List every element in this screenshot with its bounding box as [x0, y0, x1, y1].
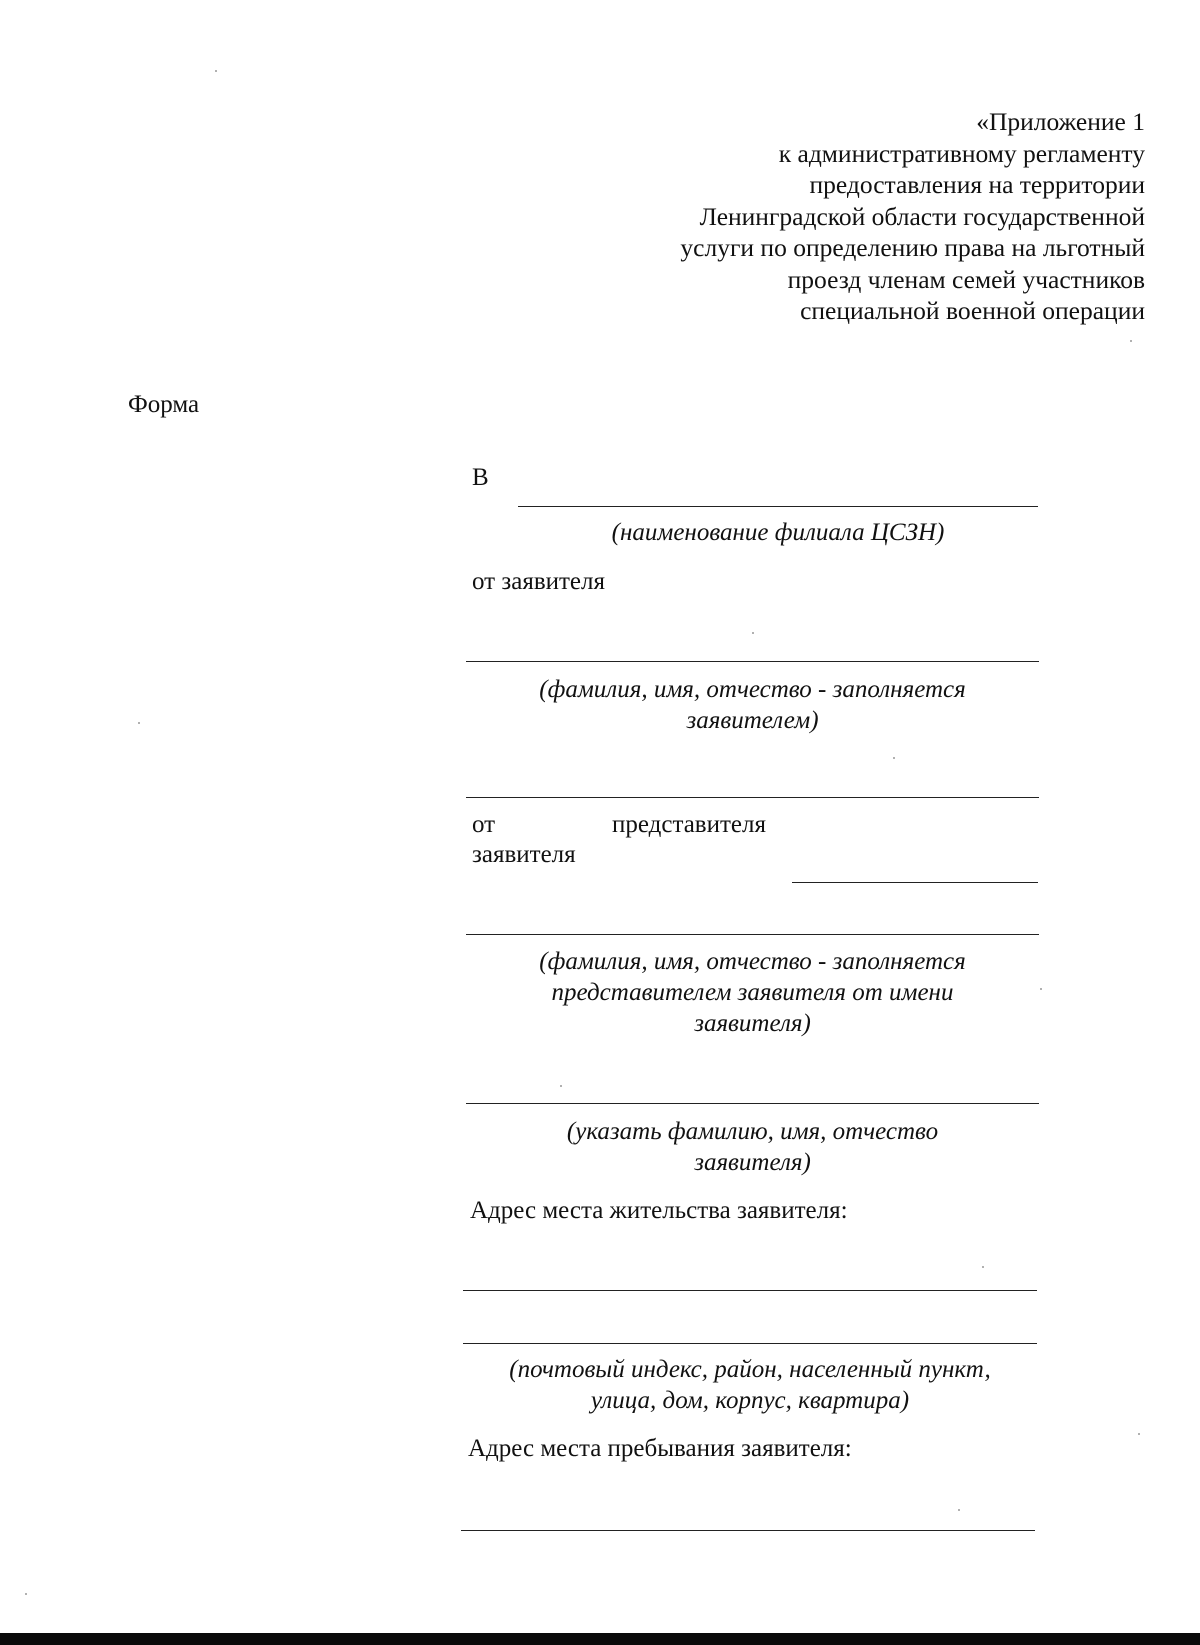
appendix-line: Ленинградской области государственной	[699, 201, 1145, 231]
recipient-prefix: В	[472, 464, 489, 491]
applicant-name-hint: (указать фамилию, имя, отчество заявителя)	[566, 1118, 939, 1176]
scan-speck	[25, 1593, 27, 1595]
scan-speck	[1040, 988, 1042, 990]
scan-speck	[958, 1509, 960, 1511]
representative-inline-field-line[interactable]	[792, 882, 1038, 883]
stay-address-field-line[interactable]	[461, 1530, 1035, 1531]
residence-address-field-line-1[interactable]	[463, 1290, 1037, 1291]
scan-bottom-edge	[0, 1633, 1200, 1645]
scan-speck	[1130, 340, 1132, 342]
appendix-line: предоставления на территории	[809, 170, 1145, 199]
applicant-label: от заявителя	[472, 568, 605, 595]
scan-speck	[138, 722, 140, 724]
recipient-hint: (наименование филиала ЦСЗН)	[611, 519, 945, 546]
appendix-line: к административному регламенту	[778, 138, 1145, 168]
representative-label-from: от	[472, 811, 496, 838]
separator-line[interactable]	[466, 797, 1039, 798]
scan-speck	[1138, 1433, 1140, 1435]
stay-address-label: Адрес места пребывания заявителя:	[468, 1435, 852, 1462]
residence-address-label: Адрес места жительства заявителя:	[470, 1197, 848, 1224]
recipient-field-line[interactable]	[518, 506, 1038, 507]
applicant-fullname-field-line[interactable]	[466, 1103, 1039, 1104]
appendix-header	[680, 106, 1145, 327]
appendix-line: услуги по определению права на льготный	[680, 233, 1145, 262]
residence-address-field-line-2[interactable]	[463, 1343, 1037, 1344]
appendix-line: проезд членам семей участников	[787, 264, 1145, 294]
representative-name-field-line[interactable]	[466, 934, 1039, 935]
scan-speck	[215, 70, 217, 72]
scan-speck	[560, 1085, 562, 1087]
representative-label: представителя	[612, 811, 766, 838]
scan-speck	[752, 632, 754, 634]
appendix-line: «Приложение 1	[976, 107, 1145, 136]
appendix-line: специальной военной операции	[800, 296, 1145, 325]
form-label: Форма	[128, 391, 200, 418]
scan-speck	[982, 1266, 984, 1268]
applicant-hint: (фамилия, имя, отчество - заполняется заявителем)	[539, 676, 966, 734]
applicant-name-field-line[interactable]	[466, 661, 1039, 662]
representative-hint: (фамилия, имя, отчество - заполняется представителем заявителя от имени заявителя)	[539, 948, 966, 1037]
residence-address-hint: (почтовый индекс, район, населенный пункт, улица, дом, корпус, квартира)	[509, 1356, 991, 1414]
representative-label-applicant: заявителя	[472, 841, 576, 868]
scan-speck	[893, 757, 895, 759]
